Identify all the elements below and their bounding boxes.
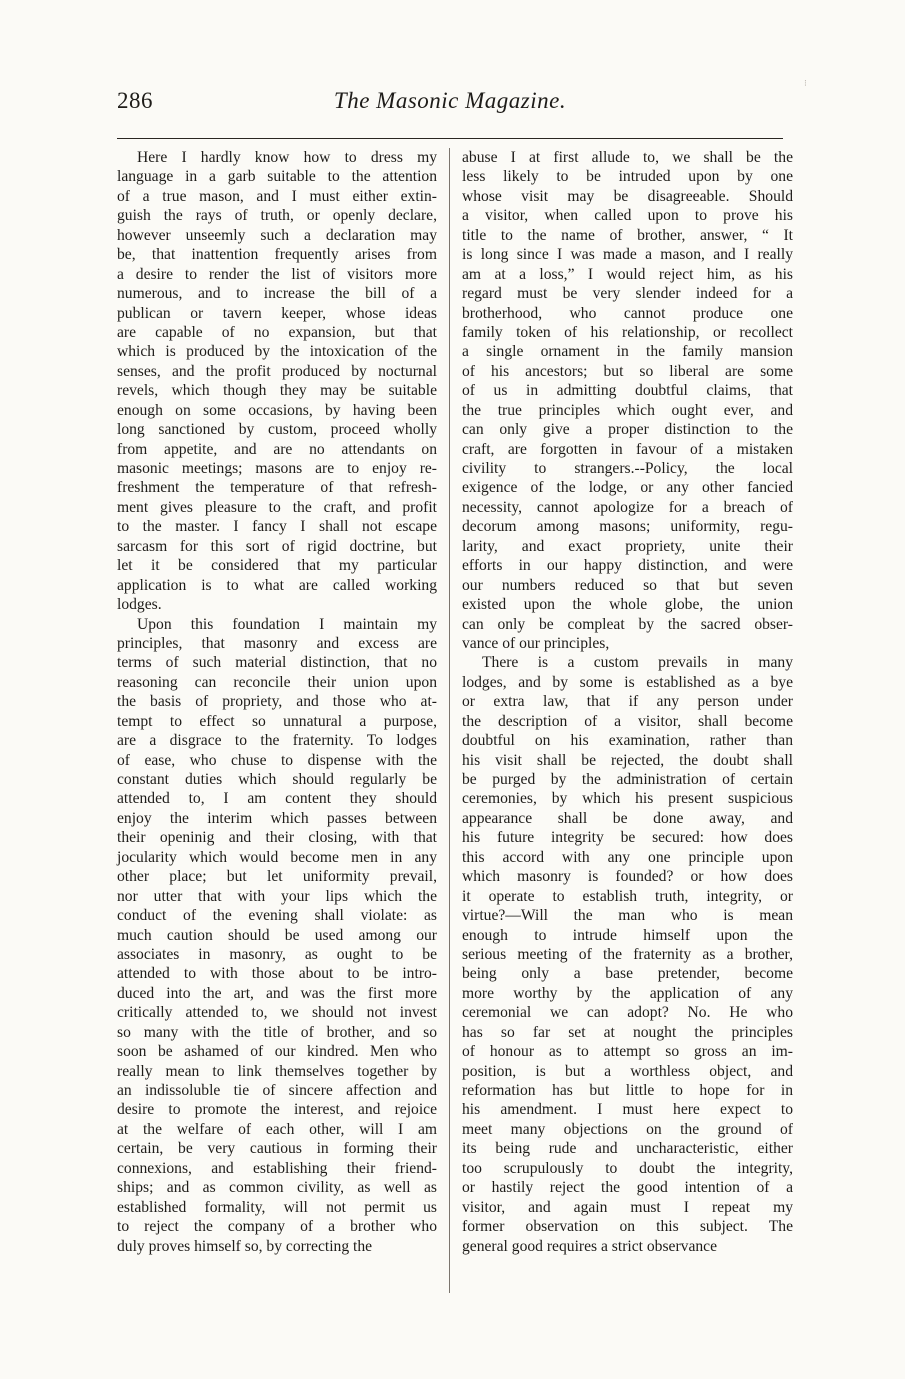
right-column-line: craft, are forgotten in favour of a mistaken bbox=[462, 440, 793, 458]
right-column-line: efforts in our happy distinction, and were bbox=[462, 557, 793, 575]
left-column-line: enough on some occasions, by having been bbox=[117, 401, 437, 419]
left-column-line: of ease, who chuse to dispense with the bbox=[117, 751, 437, 769]
right-column-line: its being rude and uncharacteristic, either bbox=[462, 1140, 793, 1158]
right-column-line: of his ancestors; but so liberal are some bbox=[462, 362, 793, 380]
right-column-line: less likely to be intruded upon by one bbox=[462, 168, 793, 186]
left-column-line: attended to, I am content they should bbox=[117, 790, 437, 808]
right-column-line: being only a base pretender, become bbox=[462, 965, 793, 983]
right-column-line: or extra law, that if any person under bbox=[462, 693, 793, 711]
right-column-line: ceremonies, by which his present suspicious bbox=[462, 790, 793, 808]
right-column-line: abuse I at first allude to, we shall be the bbox=[462, 149, 793, 166]
left-column-line: numerous, and to increase the bill of a bbox=[117, 285, 437, 303]
right-column-line: it operate to establish truth, integrity, or bbox=[462, 887, 793, 905]
right-column-line: this accord with any one principle upon bbox=[462, 848, 793, 866]
left-column-line: tempt to effect so unnatural a purpose, bbox=[117, 712, 437, 730]
left-column-line: are a disgrace to the fraternity. To lodges bbox=[117, 732, 437, 750]
right-column-line: his visit shall be rejected, the doubt shall bbox=[462, 751, 793, 769]
right-column-line: brotherhood, who cannot produce one bbox=[462, 304, 793, 322]
left-column-line: at the welfare of each other, will I am bbox=[117, 1120, 437, 1138]
right-column-line: regard must be very slender indeed for a bbox=[462, 285, 793, 303]
left-column-line: nor utter that with your lips which the bbox=[117, 887, 437, 905]
magazine-title: The Masonic Magazine. bbox=[333, 88, 567, 113]
left-column-line: freshment the temperature of that refresh- bbox=[117, 479, 437, 497]
right-column-line: has so far set at nought the principles bbox=[462, 1023, 793, 1041]
left-column-line: an indissoluble tie of sincere affection and bbox=[117, 1082, 437, 1099]
right-column-line: his amendment. I must here expect to bbox=[462, 1101, 793, 1119]
left-column-line: long sanctioned by custom, proceed wholly bbox=[117, 421, 437, 439]
left-column-line: be, that inattention frequently arises from bbox=[117, 246, 437, 264]
right-column-line: can only give a proper distinction to the bbox=[462, 421, 793, 439]
right-column-line: of honour as to attempt so gross an im- bbox=[462, 1043, 793, 1061]
left-column-line: masonic meetings; masons are to enjoy re- bbox=[117, 460, 437, 477]
left-column-line: senses, and the profit produced by nocturnal bbox=[117, 362, 437, 380]
left-column-line: publican or tavern keeper, whose ideas bbox=[117, 304, 437, 322]
right-column-line: lodges, and by some is established as a bye bbox=[462, 673, 793, 691]
right-column-line: am at a loss,” I would reject him, as his bbox=[462, 265, 793, 283]
left-column-line: soon be ashamed of our kindred. Men who bbox=[117, 1043, 437, 1061]
column-divider bbox=[449, 148, 450, 1293]
right-column-line: whose visit may be disagreeable. Should bbox=[462, 187, 793, 205]
left-column-line: however unseemly such a declaration may bbox=[117, 226, 437, 244]
left-column-line: established formality, will not permit us bbox=[117, 1198, 437, 1216]
left-column-line: ment gives pleasure to the craft, and profit bbox=[117, 498, 437, 516]
right-column-line: visitor, and again must I repeat my bbox=[462, 1198, 793, 1216]
left-column-line: the basis of propriety, and those who at- bbox=[117, 693, 437, 711]
left-column-line: guish the rays of truth, or openly declare, bbox=[117, 207, 437, 225]
left-column-line: Upon this foundation I maintain my bbox=[137, 615, 437, 633]
left-column-line: to the master. I fancy I shall not escape bbox=[117, 518, 437, 536]
right-column-line: a single ornament in the family mansion bbox=[462, 343, 793, 361]
page-header bbox=[117, 88, 783, 128]
right-column-line: There is a custom prevails in many bbox=[482, 654, 793, 672]
right-column-line: enough to intrude himself upon the bbox=[462, 926, 793, 944]
left-column-line: ships; and as common civility, as well as bbox=[117, 1179, 437, 1197]
left-column-line: critically attended to, we should not invest bbox=[117, 1004, 437, 1022]
left-column-line: language in a garb suitable to the attention bbox=[117, 168, 437, 186]
left-column-line: from appetite, and are no attendants on bbox=[117, 440, 437, 458]
right-column-line: title to the name of brother, answer, “ It bbox=[462, 226, 793, 244]
left-column-line: a desire to render the list of visitors more bbox=[117, 265, 437, 283]
right-column-line: of us in admitting doubtful claims, that bbox=[462, 382, 793, 400]
left-column-line: certain, be very cautious in forming their bbox=[117, 1140, 437, 1158]
left-column-line: duced into the art, and was the first more bbox=[117, 984, 437, 1002]
right-column-line: larity, and exact propriety, unite their bbox=[462, 537, 793, 555]
right-column-line: vance of our principles, bbox=[462, 634, 610, 652]
right-column-line: appearance shall be done away, and bbox=[462, 809, 793, 827]
right-column-line: exigence of the lodge, or any other fancied bbox=[462, 479, 793, 497]
right-column-line: the true principles which ought ever, and bbox=[462, 401, 793, 419]
left-column-line: attended to with those about to be intro- bbox=[117, 965, 437, 983]
right-column-line: which masonry is founded? or how does bbox=[462, 868, 793, 886]
right-column-line: general good requires a strict observance bbox=[462, 1237, 718, 1255]
right-column-line: serious meeting of the fraternity as a brother, bbox=[462, 945, 793, 963]
header-rule bbox=[117, 138, 783, 139]
right-column-line: doubtful on his examination, rather than bbox=[462, 732, 793, 750]
right-column-line: can only be compleat by the sacred obser- bbox=[462, 615, 793, 633]
right-column-line: meet many objections on the ground of bbox=[462, 1120, 793, 1138]
right-column-line: his future integrity be secured: how does bbox=[462, 829, 793, 847]
right-column-line: ceremonial we can adopt? No. He who bbox=[462, 1004, 793, 1022]
right-column-line: more worthy by the application of any bbox=[462, 984, 793, 1002]
right-column-line: existed upon the whole globe, the union bbox=[462, 596, 793, 614]
right-column-line: our numbers reduced so that but seven bbox=[462, 576, 793, 594]
left-column-line: which is produced by the intoxication of the bbox=[117, 343, 437, 361]
right-column-line: necessity, cannot apologize for a breach of bbox=[462, 498, 793, 516]
left-column-line: reasoning can reconcile their union upon bbox=[117, 673, 437, 691]
left-column-line: constant duties which should regularly be bbox=[117, 771, 437, 788]
left-column-line: revels, which though they may be suitable bbox=[117, 382, 437, 400]
right-column-line: virtue?—Will the man who is mean bbox=[462, 907, 793, 925]
right-column-line: position, is but a worthless object, and bbox=[462, 1062, 793, 1080]
left-column-line: much caution should be used among our bbox=[117, 926, 437, 944]
left-column-line: sarcasm for this sort of rigid doctrine, but bbox=[117, 537, 437, 555]
page-number: 286 bbox=[117, 88, 153, 113]
right-column-line: family token of his relationship, or recollect bbox=[462, 323, 793, 341]
left-column bbox=[117, 148, 437, 1256]
left-column-line: application is to what are called working bbox=[117, 576, 437, 594]
left-column-line: are capable of no expansion, but that bbox=[117, 323, 437, 341]
left-column-line: to reject the company of a brother who bbox=[117, 1218, 437, 1236]
right-column-line: reformation has but little to hope for in bbox=[462, 1082, 793, 1099]
left-column-line: principles, that masonry and excess are bbox=[117, 634, 437, 652]
left-column-line: duly proves himself so, by correcting the bbox=[117, 1237, 373, 1255]
right-column-line: too scrupulously to doubt the integrity, bbox=[462, 1159, 793, 1177]
right-column bbox=[462, 148, 793, 1256]
left-column-line: their openinig and their closing, with that bbox=[117, 829, 437, 847]
margin-mark: ⁝ bbox=[804, 78, 807, 88]
left-column-line: enjoy the interim which passes between bbox=[117, 809, 437, 827]
left-column-line: really mean to link themselves together by bbox=[117, 1062, 437, 1080]
right-column-line: civility to strangers.--Policy, the local bbox=[462, 460, 793, 477]
left-column-line: jocularity which would become men in any bbox=[117, 848, 437, 866]
right-column-line: the description of a visitor, shall become bbox=[462, 712, 793, 730]
right-column-line: former observation on this subject. The bbox=[462, 1218, 793, 1236]
right-column-line: be purged by the administration of certain bbox=[462, 771, 793, 788]
right-column-line: or hastily reject the good intention of a bbox=[462, 1179, 793, 1197]
left-column-line: terms of such material distinction, that no bbox=[117, 654, 437, 672]
right-column-line: a visitor, when called upon to prove his bbox=[462, 207, 793, 225]
right-column-line: is long since I was made a mason, and I really bbox=[462, 246, 793, 264]
left-column-line: conduct of the evening shall violate: as bbox=[117, 907, 437, 925]
left-column-line: let it be considered that my particular bbox=[117, 557, 437, 575]
right-column-line: decorum among masons; uniformity, regu- bbox=[462, 518, 793, 536]
left-column-line: Here I hardly know how to dress my bbox=[137, 149, 437, 166]
left-column-line: of a true mason, and I must either extin- bbox=[117, 187, 437, 205]
left-column-line: other place; but let uniformity prevail, bbox=[117, 868, 437, 886]
left-column-line: connexions, and establishing their friend- bbox=[117, 1159, 437, 1177]
left-column-line: desire to promote the interest, and rejoice bbox=[117, 1101, 437, 1119]
left-column-line: lodges. bbox=[117, 596, 162, 614]
left-column-line: associates in masonry, as ought to be bbox=[117, 945, 437, 963]
left-column-line: so many with the title of brother, and so bbox=[117, 1023, 437, 1041]
